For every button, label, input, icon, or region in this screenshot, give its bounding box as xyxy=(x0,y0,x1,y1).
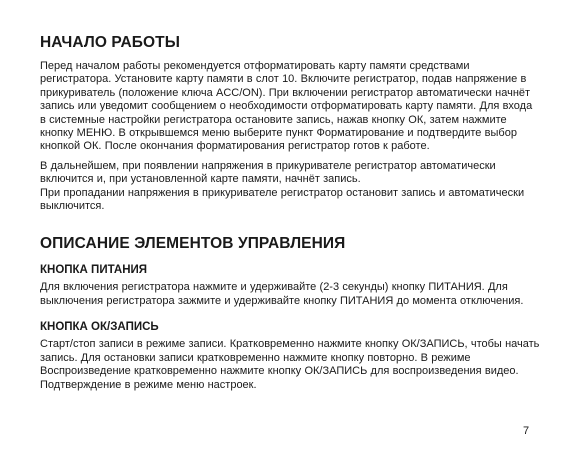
auto-stop-paragraph: При пропадании напряжения в прикуривателе регистратор остановит запись и автоматически выключится. xyxy=(40,186,525,213)
auto-start-paragraph: В дальнейшем, при появлении напряжения в прикуривателе регистратор автоматически включится и, при установленной карте памяти, начнёт запись. xyxy=(40,159,496,186)
power-button-heading: КНОПКА ПИТАНИЯ xyxy=(40,264,148,277)
manual-page xyxy=(40,34,540,392)
getting-started-paragraph: Перед началом работы рекомендуется отформатировать карту памяти средствами регистратора. Установите карту памяти в слот 10. Включите регистратор, подав напряжение в прикуриватель (положение ключа ACC/ON). При включении регистратор автоматически начнёт запись или уведомит сообщением о необходимости отформатировать карту памяти. Для входа в системные настройки регистратора остановите запись, нажав кнопку ОК, затем нажмите кнопку МЕНЮ. В открывшемся меню выберите пункт Форматирование и подтвердите выбор кнопкой ОК. После окончания форматирования регистратор готов к работе. xyxy=(40,60,533,153)
ok-record-button-heading: КНОПКА ОК/ЗАПИСЬ xyxy=(40,321,159,334)
power-button-description: Для включения регистратора нажмите и удерживайте (2-3 секунды) кнопку ПИТАНИЯ. Для выключения регистратора зажмите и удерживайте кнопку ПИТАНИЯ до момента отключения. xyxy=(40,281,524,307)
section-title-controls: ОПИСАНИЕ ЭЛЕМЕНТОВ УПРАВЛЕНИЯ xyxy=(40,235,346,253)
page-number: 7 xyxy=(523,425,530,437)
section-title-getting-started: НАЧАЛО РАБОТЫ xyxy=(40,34,181,51)
ok-record-button-description: Старт/стоп записи в режиме записи. Кратковременно нажмите кнопку ОК/ЗАПИСЬ, чтобы начать запись. Для остановки записи кратковременно нажмите кнопку повторно. В режиме Воспроизведение кратковременно нажмите кнопку ОК/ЗАПИСЬ для воспроизведения видео. Подтверждение в режиме меню настроек. xyxy=(40,338,540,391)
